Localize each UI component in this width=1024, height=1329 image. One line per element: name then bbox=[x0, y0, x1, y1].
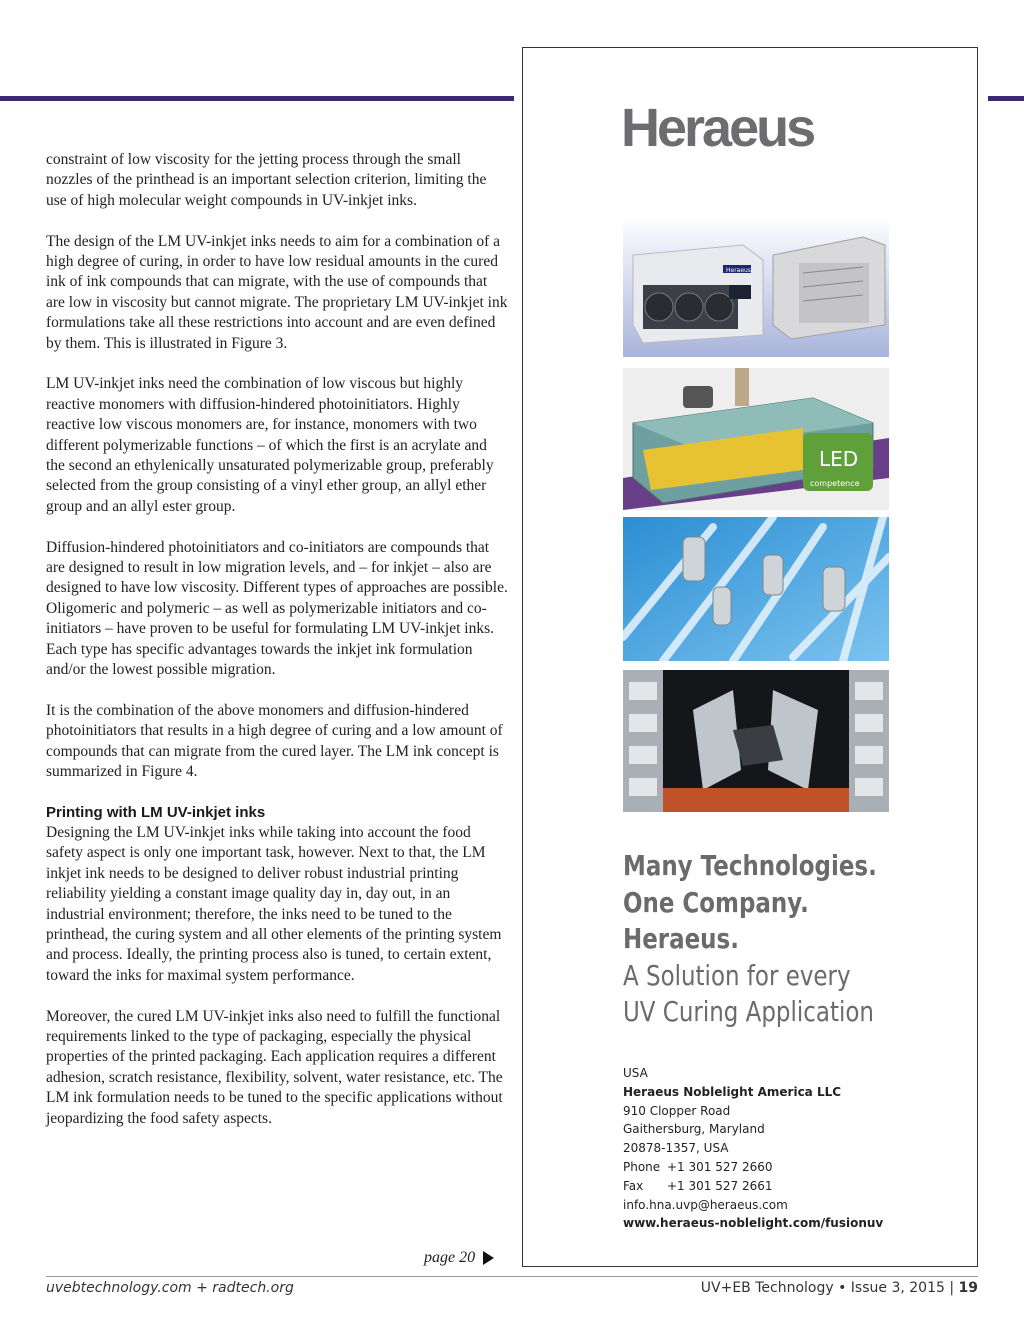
unit-badge: Heraeus bbox=[726, 267, 751, 274]
phone-number: +1 301 527 2660 bbox=[667, 1159, 773, 1174]
article-paragraph: It is the combination of the above monomers and diffusion-hindered photoinitiators that results in a high degree of curing and a low amount of compounds that can migrate from the cured layer. The LM ink concept is summarized in Figure 4. bbox=[46, 701, 503, 781]
ad-tagline bbox=[623, 848, 902, 1031]
contact-city: Gaithersburg, Maryland bbox=[623, 1122, 765, 1137]
section-heading: Printing with LM UV-inkjet inks bbox=[46, 803, 266, 821]
article-column bbox=[46, 150, 508, 1149]
page-footer bbox=[46, 1280, 978, 1302]
article-paragraph: Designing the LM UV-inkjet inks while taking into account the food safety aspect is only one important task, however. Next to that, the LM inkjet ink needs to be designed to deliver robust industrial printing reliability yielding a constant image quality day in, day out, in an industrial environment; therefore, the inks need to be tuned to the printhead, the curing system and all other elements of the printing system and process. Ideally, the printing process also is tuned, to certain extent, toward the inks for maximal system performance. bbox=[46, 823, 502, 984]
brand-logo: Heraeus bbox=[621, 98, 814, 158]
arrow-right-icon bbox=[483, 1251, 494, 1265]
article-paragraph: constraint of low viscosity for the jetting process through the small nozzles of the printhead is an important selection criterion, limiting the use of high molecular weight compounds in UV-inkjet inks. bbox=[46, 151, 487, 209]
continued-on-label: page 20 bbox=[424, 1249, 476, 1266]
footer-websites[interactable]: uvebtechnology.com + radtech.org bbox=[46, 1280, 294, 1296]
tagline-line: Heraeus. bbox=[623, 922, 739, 955]
led-badge: LED bbox=[819, 447, 859, 471]
phone-label: Phone bbox=[623, 1159, 661, 1174]
tagline-line: A Solution for every bbox=[623, 958, 851, 992]
footer-publication: UV+EB Technology • Issue 3, 2015 | bbox=[700, 1280, 955, 1296]
contact-company: Heraeus Noblelight America LLC bbox=[623, 1084, 842, 1099]
competence-badge: competence bbox=[810, 479, 860, 488]
header-rule-left bbox=[0, 96, 514, 101]
article-paragraph: Moreover, the cured LM UV-inkjet inks also need to fulfill the functional requirements linked to the type of packaging, especially the physical properties of the printed packaging. Each application requires a different adhesion, scratch resistance, flexibility, solvent, water resistance, etc. The LM ink formulation needs to be tuned to the specific applications without jeopardizing the food safety aspects. bbox=[46, 1007, 503, 1127]
tagline-line: UV Curing Application bbox=[623, 995, 874, 1028]
fax-number: +1 301 527 2661 bbox=[667, 1178, 773, 1193]
article-paragraph: Diffusion-hindered photoinitiators and co-initiators are compounds that are designed to result in low migration levels, and – for inkjet – also are designed to have low viscosity. Different types of approaches are possible. Oligomeric and polymeric – as well as polymerizable initiators and co-initiators – have proven to be useful for formulating LM UV-inkjet inks. Each type has specific advantages towards the inkjet ink formulation and/or the lowest possible migration. bbox=[46, 538, 508, 679]
page-number: 19 bbox=[958, 1280, 978, 1296]
contact-block bbox=[623, 1064, 963, 1233]
contact-email[interactable]: info.hna.uvp@heraeus.com bbox=[623, 1197, 788, 1212]
contact-zip: 20878-1357, USA bbox=[623, 1141, 729, 1156]
product-photo-controller bbox=[623, 215, 889, 357]
contact-website[interactable]: www.heraeus-noblelight.com/fusionuv bbox=[623, 1216, 884, 1231]
tagline-line: One Company. bbox=[623, 885, 809, 919]
footer-issue bbox=[701, 1280, 978, 1296]
continued-on-link[interactable] bbox=[424, 1249, 494, 1267]
fax-label: Fax bbox=[623, 1178, 644, 1193]
product-photo-led-lamp bbox=[623, 368, 889, 510]
product-photo-curing-system bbox=[623, 670, 889, 812]
tagline-line: Many Technologies. bbox=[623, 849, 877, 882]
footer-rule bbox=[46, 1276, 978, 1277]
contact-fax bbox=[623, 1177, 963, 1196]
contact-street: 910 Clopper Road bbox=[623, 1103, 731, 1118]
article-paragraph: LM UV-inkjet inks need the combination of low viscous but highly reactive monomers with diffusion-hindered photoinitiators. Highly reactive low viscous monomers are, for instance, monomers with two different polymerizable functions – of which the first is an acrylate and the second an ethylenically unsaturated polymerizable group, preferably selected from the group consisting of a vinyl ether group, an allyl ether group and an allyl ester group. bbox=[46, 375, 494, 515]
contact-country: USA bbox=[623, 1066, 648, 1080]
advertisement bbox=[522, 47, 978, 1267]
product-photo-uv-bulbs bbox=[623, 517, 889, 661]
contact-phone bbox=[623, 1158, 963, 1177]
header-rule-right bbox=[988, 96, 1024, 101]
article-paragraph: The design of the LM UV-inkjet inks needs to aim for a combination of a high degree of curing, in order to have low residual amounts in the cured ink of ink compounds that can migrate, with the use of compounds that are low in viscosity but cannot migrate. The proprietary LM UV-inkjet ink formulations take all these restrictions into account and are even defined by them. This is illustrated in Figure 3. bbox=[46, 232, 508, 352]
